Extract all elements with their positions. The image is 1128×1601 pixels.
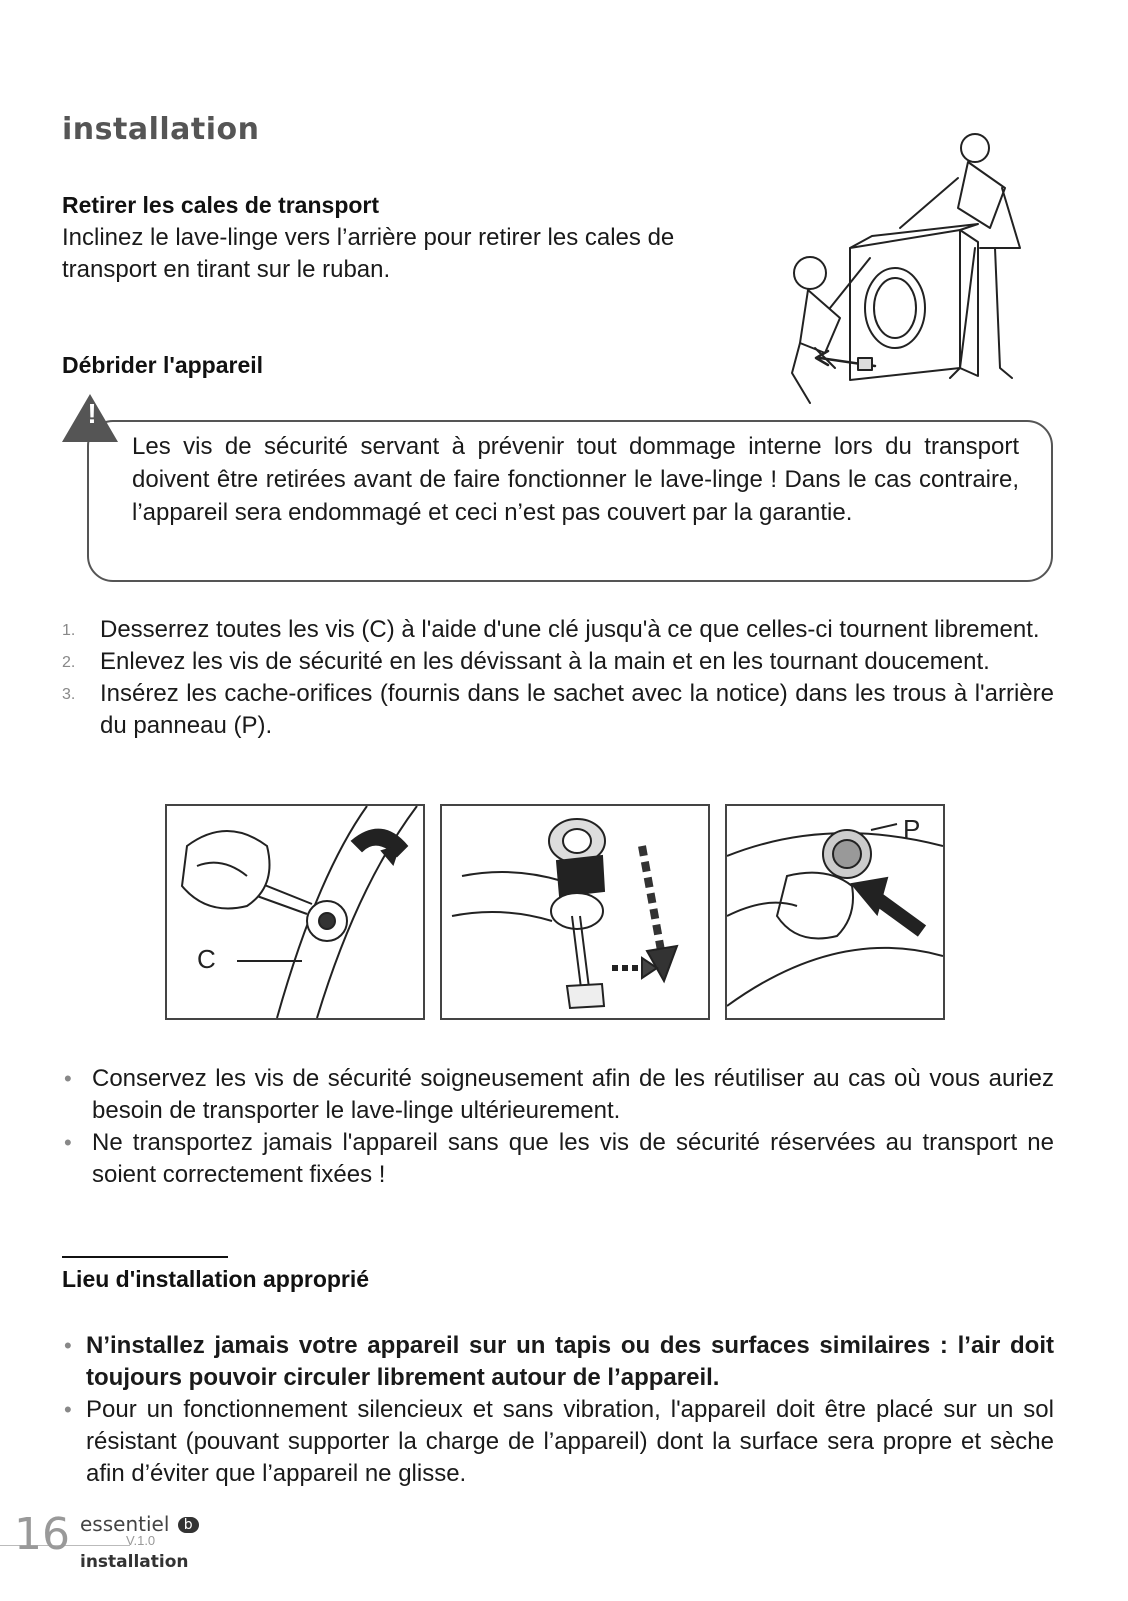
step-text: Enlevez les vis de sécurité en les dévissant à la main et en les tournant doucement. [100,648,990,675]
bullet-text: N’installez jamais votre appareil sur un tapis ou des surfaces similaires : l’air doit toujours pouvoir circuler librement autour de l’appareil. [86,1332,1054,1391]
bullet-list [62,1063,1054,1191]
label-c: C [197,944,216,974]
bullet-icon: • [64,1333,72,1358]
washer-tilt-illustration [780,118,1060,408]
heading-rule [62,1256,228,1258]
debrider-heading: Débrider l'appareil [62,352,264,378]
bullet-icon: • [64,1066,72,1091]
step-number: 1. [62,622,76,639]
list-item [62,1063,1054,1127]
list-item [62,1127,1054,1191]
list-item [62,678,1054,742]
transport-heading: Retirer les cales de transport [62,192,380,218]
bullet-icon: • [64,1397,72,1422]
list-item [62,614,1054,646]
page-number: 16 [14,1509,70,1560]
bolt-illustration [442,806,708,1018]
transport-text: Inclinez le lave-linge vers l’arrière pour retirer les cales de transport en tirant sur le ruban. [62,224,675,283]
version-label: V.1.0 [126,1533,156,1548]
footer-section: installation [80,1552,189,1572]
bullet-text: Ne transportez jamais l'appareil sans que les vis de sécurité réservées au transport ne soient correctement fixées ! [92,1129,1054,1188]
bullet-icon: • [64,1130,72,1155]
wrench-illustration [167,806,423,1018]
figure-bolt [440,804,710,1020]
step-text: Desserrez toutes les vis (C) à l'aide d'une clé jusqu'à ce que celles-ci tournent librement. [100,616,1040,643]
bullet-text: Conservez les vis de sécurité soigneusement afin de les réutiliser au cas où vous auriez besoin de transporter le lave-linge ultérieurement. [92,1065,1054,1124]
brand-mark: b [178,1517,199,1533]
list-item [62,1394,1054,1490]
section-title: installation [62,112,260,147]
brand-name: essentiel [80,1512,170,1536]
figure-cap [725,804,945,1020]
lieu-heading: Lieu d'installation approprié [62,1266,370,1292]
label-p: P [903,814,921,844]
lieu-bullet-list [62,1330,1054,1490]
list-item [62,646,1054,678]
step-number: 3. [62,686,76,703]
step-number: 2. [62,654,76,671]
list-item [62,1330,1054,1394]
warning-text: Les vis de sécurité servant à prévenir tout dommage interne lors du transport doivent être retirées avant de faire fonctionner le lave-linge ! Dans le cas contraire, l’appareil sera endommagé et ceci n’est pas couvert par la garantie. [132,433,1019,526]
step-text: Insérez les cache-orifices (fournis dans le sachet avec la notice) dans les trous à l'arrière du panneau (P). [100,680,1054,739]
warning-symbol: ! [87,398,97,429]
figure-wrench [165,804,425,1020]
steps-list [62,614,1054,742]
bullet-text: Pour un fonctionnement silencieux et sans vibration, l'appareil doit être placé sur un sol résistant (pouvant supporter la charge de l’appareil) dont la surface sera propre et sèche afin d’éviter que l’appareil ne glisse. [86,1396,1054,1487]
